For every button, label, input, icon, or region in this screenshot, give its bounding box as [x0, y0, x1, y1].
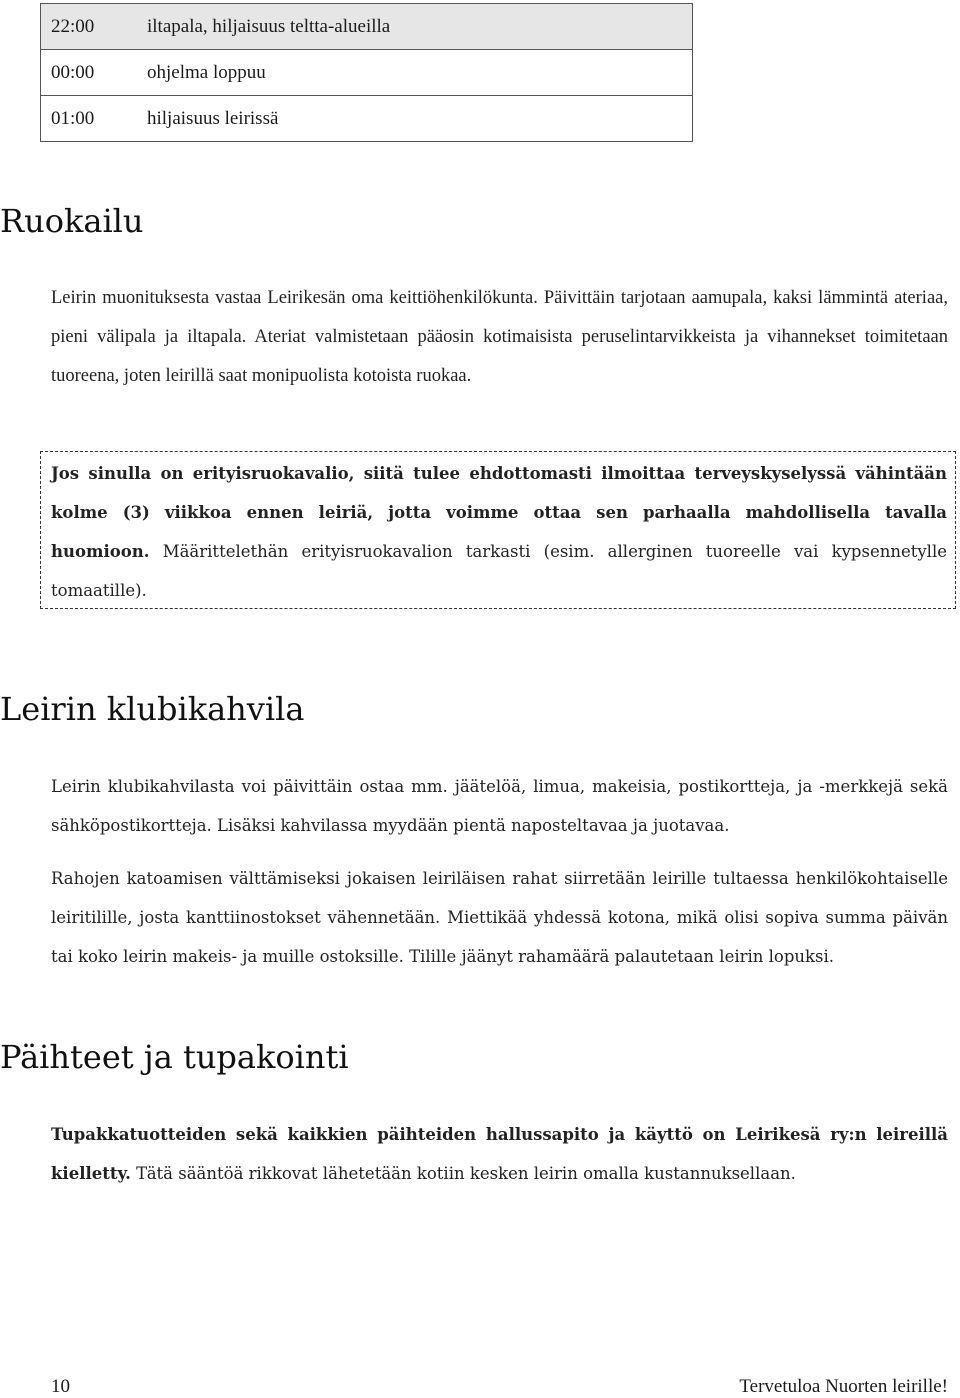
schedule-activity: ohjelma loppuu [137, 50, 693, 96]
table-row [41, 50, 693, 96]
klubikahvila-heading: Leirin klubikahvila [0, 690, 305, 728]
table-row [41, 96, 693, 142]
dietary-notice-bold: Jos sinulla on erityisruokavalio, siitä tulee ehdottomasti ilmoittaa terveyskyselyssä vähintään kolme (3) viikkoa ennen leiriä, jotta voimme ottaa sen parhaalla mahdollisella tavalla huomioon. [51, 464, 947, 561]
klubikahvila-paragraph-2: Rahojen katoamisen välttämiseksi jokaisen leiriläisen rahat siirretään leirille tultaessa henkilökohtaiselle leiritilille, josta kanttiinostokset vähennetään. Miettikää yhdessä kotona, mikä olisi sopiva summa päivän tai koko leirin makeis- ja muille ostoksille. Tilille jäänyt rahamäärä palautetaan leirin lopuksi. [51, 869, 948, 966]
dietary-notice-rest: Määrittelethän erityisruokavalion tarkasti (esim. allerginen tuoreelle vai kypsennetylle tomaatille). [51, 542, 947, 600]
page-number: 10 [51, 1376, 70, 1397]
ruokailu-paragraph: Leirin muonituksesta vastaa Leirikesän oma keittiöhenkilökunta. Päivittäin tarjotaan aamupala, kaksi lämmintä ateriaa, pieni välipala ja iltapala. Ateriat valmistetaan pääosin kotimaisista peruselintarvikkeista ja vihannekset toimitetaan tuoreena, joten leirillä saat monipuolista kotoista ruokaa. [51, 288, 948, 386]
paihteet-paragraph [51, 1115, 948, 1193]
footer-title: Tervetuloa Nuorten leirille! [739, 1376, 948, 1397]
schedule-time: 01:00 [41, 96, 138, 142]
page-footer [51, 1376, 948, 1398]
schedule-activity: hiljaisuus leirissä [137, 96, 693, 142]
table-row [41, 4, 693, 50]
schedule-activity: iltapala, hiljaisuus teltta-alueilla [137, 4, 693, 50]
schedule-time: 22:00 [41, 4, 138, 50]
dietary-notice [51, 454, 947, 610]
ruokailu-heading: Ruokailu [0, 202, 144, 240]
paihteet-rest: Tätä sääntöä rikkovat lähetetään kotiin kesken leirin omalla kustannuksellaan. [130, 1164, 796, 1183]
schedule-time: 00:00 [41, 50, 138, 96]
schedule-table [40, 3, 693, 142]
klubikahvila-paragraph-1: Leirin klubikahvilasta voi päivittäin ostaa mm. jäätelöä, limua, makeisia, postikortteja, ja -merkkejä sekä sähköpostikortteja. Lisäksi kahvilassa myydään pientä naposteltavaa ja juotavaa. [51, 777, 948, 835]
dietary-notice-box [40, 451, 956, 609]
paihteet-heading: Päihteet ja tupakointi [0, 1038, 349, 1076]
paihteet-bold: Tupakkatuotteiden sekä kaikkien päihteiden hallussapito ja käyttö on Leirikesä ry:n leireillä kielletty. [51, 1125, 948, 1183]
